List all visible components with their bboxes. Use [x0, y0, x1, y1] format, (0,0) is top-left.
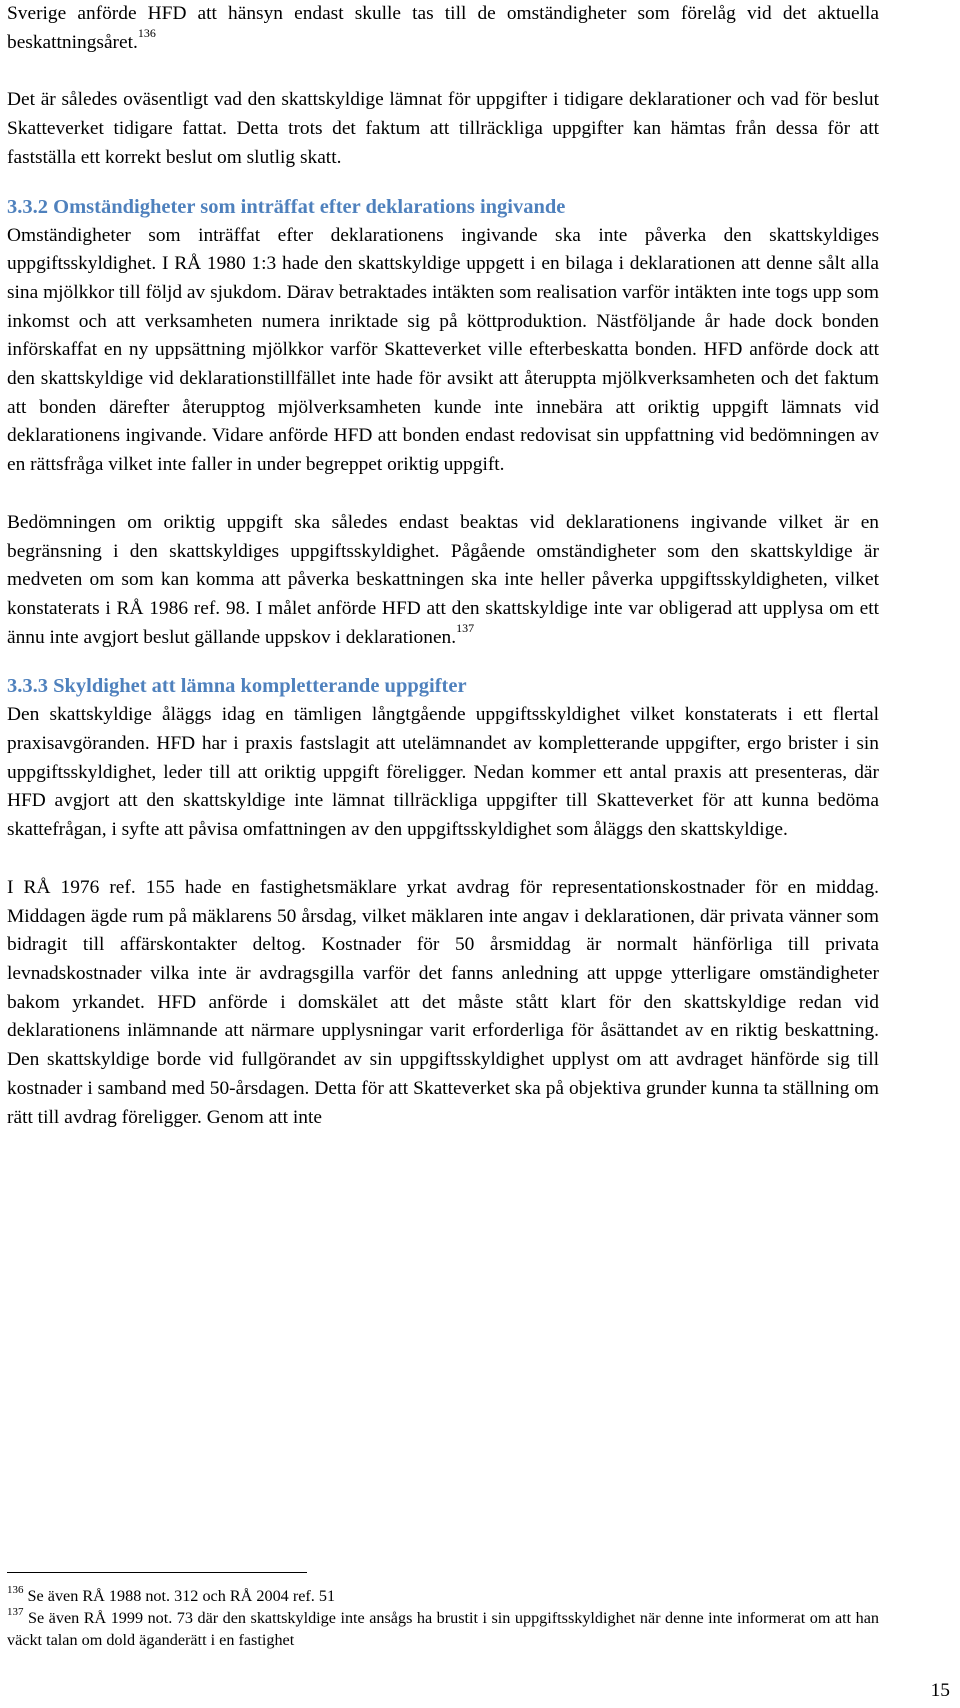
footnote-divider	[7, 1572, 307, 1573]
paragraph-hfd-beskattningsar: Sverige anförde HFD att hänsyn endast skulle tas till de omständigheter som förelåg vid det aktuella beskattningsåret.$^{136}$	[7, 3, 879, 53]
footnote-text: Se även RÅ 1999 not. 73 där den skattskyldige inte ansågs ha brustit i sin uppgiftsskyldighet när denne inte informerat om att han väckt talan om dold äganderätt i en fastighet	[7, 1609, 879, 1649]
paragraph-omstandigheter-efter-ingivande: Omständigheter som inträffat efter deklarationens ingivande ska inte påverka den skattskyldiges uppgiftsskyldighet. I RÅ 1980 1:3 hade den skattskyldige uppgett i en bilaga i deklarationen att denne sålt alla sina mjölkkor till följd av sjukdom. Därav betraktades intäkten som realisation varför intäkten inte togs upp som inkomst och att verksamheten numera inriktade sig på köttproduktion. Nästföljande år hade dock bonden införskaffat en ny uppsättning mjölkkor varför Skatteverket ville efterbeskatta bonden. HFD anförde dock att den skattskyldige vid deklarationstillfället inte hade för avsikt att återuppta mjölkverksamheten och det faktum att bonden därefter återupptog mjölverksamheten kunde inte innebära att oriktig uppgift lämnats vid deklarationens ingivande. Vidare anförde HFD att bonden endast redovisat sin uppfattning vid bedömningen av en rättsfråga vilket inte faller in under begreppet oriktig uppgift.	[7, 224, 879, 476]
footnotes	[7, 1572, 879, 1651]
document-body	[7, 0, 879, 1132]
paragraph-bedomningen-oriktig-uppgift: Bedömningen om oriktig uppgift ska således endast beaktas vid deklarationens ingivande vilket är en begränsning i den skattskyldiges uppgiftsskyldighet. Pågående omständigheter som den skattskyldige är medveten om som kan komma att påverka beskattningen ska inte heller påverka uppgiftsskyldigheten, vilket konstaterats i RÅ 1986 ref. 98. I målet anförde HFD att den skattskyldige inte var obligerad att upplysa om ett ännu inte avgjort beslut gällande uppskov i deklarationen.$^{137}$	[7, 511, 879, 648]
section-heading-3-3-2: 3.3.2 Omständigheter som inträffat efter deklarations ingivande	[7, 195, 566, 218]
paragraph-tidigare-deklarationer: Det är således oväsentligt vad den skattskyldige lämnat för uppgifter i tidigare deklarationer och vad för beslut Skatteverket tidigare fattat. Detta trots det faktum att tillräckliga uppgifter kan hämtas från dessa för att fastställa ett korrekt beslut om slutlig skatt.	[7, 89, 879, 168]
paragraph-ra-1976-ref-155: I RÅ 1976 ref. 155 hade en fastighetsmäklare yrkat avdrag för representationskostnader för en middag. Middagen ägde rum på mäklarens 50 årsdag, vilket mäklaren inte angav i deklarationen, där privata vänner som bidragit till affärskontakter deltog. Kostnader för 50 årsmiddag är normalt hänförliga till privata levnadskostnader vilka inte är avdragsgilla varför det fanns anledning att uppge ytterligare omständigheter bakom yrkandet. HFD anförde i domskälet att det måste stått klart för den skattskyldige redan vid deklarationens inlämnande att närmare upplysningar varit erforderliga för åsättandet av en riktig beskattning. Den skattskyldige borde vid fullgörandet av sin uppgiftsskyldighet upplyst om att avdraget hänförde sig till kostnader i samband med 50-årsdagen. Detta för att Skatteverket ska på objektiva grunder kunna ta ställning om rätt till avdrag föreligger. Genom att inte	[7, 876, 879, 1128]
section-heading-3-3-3: 3.3.3 Skyldighet att lämna kompletterande uppgifter	[7, 675, 467, 698]
footnote-ref-137[interactable]: 137	[456, 621, 475, 636]
footnote-136	[7, 1585, 879, 1607]
footnote-137	[7, 1607, 879, 1651]
footnote-ref-136[interactable]: 136	[137, 26, 156, 41]
footnote-text: Se även RÅ 1988 not. 312 och RÅ 2004 ref. 51	[27, 1587, 336, 1605]
footnote-number: 137	[7, 1605, 24, 1618]
footnote-number: 136	[7, 1583, 24, 1596]
page-number: 15	[930, 1680, 950, 1701]
paragraph-kompletterande-uppgifter: Den skattskyldige åläggs idag en tämligen långtgående uppgiftsskyldighet vilket konstaterats i ett flertal praxisavgöranden. HFD har i praxis fastslagit att utelämnandet av kompletterande uppgifter, ergo brister i sin uppgiftsskyldighet, leder till att oriktig uppgift föreligger. Nedan kommer ett antal praxis att presenteras, där HFD avgjort att den skattskyldige inte lämnat tillräckliga uppgifter till Skatteverket för att kunna bedöma skattefrågan, i syfte att påvisa omfattningen av den uppgiftsskyldighet som åläggs den skattskyldige.	[7, 704, 879, 841]
